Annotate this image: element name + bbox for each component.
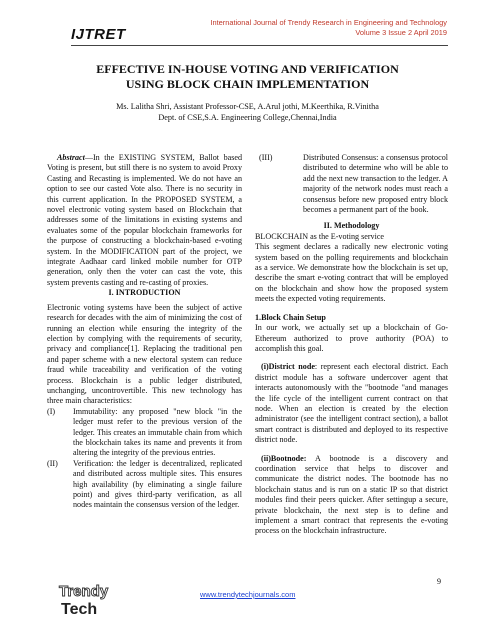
header-divider	[71, 45, 448, 46]
district-node-text: : represent each electoral district. Each district module has a software undercover agent that interacts autonomously with the "bootnode "and manages the life cycle of the intelligent current contract on that node. When an election is created by the election administrator (see the intelligent contract section), a ballot smart contract is distributed and deployed to its respective district node.	[255, 362, 449, 445]
journal-volume: Volume 3 Issue 2 April 2019	[355, 28, 447, 37]
abstract	[47, 153, 242, 288]
journal-name: International Journal of Trendy Research in Engineering and Technology	[210, 18, 447, 27]
list-item-number: (I)	[47, 406, 56, 416]
district-node-label: (i)District node	[261, 362, 315, 372]
list-item-number: (II)	[47, 458, 58, 468]
abstract-label: Abstract	[57, 153, 85, 162]
list-item	[47, 459, 242, 511]
bootnode-paragraph	[255, 454, 448, 537]
footer-url-link[interactable]: www.trendytechjournals.com	[200, 590, 296, 599]
title-line-2: USING BLOCK CHAIN IMPLEMENTATION	[125, 77, 370, 91]
paper-title	[60, 62, 435, 92]
bootnode-text: A bootnode is a discovery and coordination service that helps to discover and communicate the district nodes. The bootnode has no blockchain status and is run on a static IP so that district modules find their peers quicker. After settingup a secure, private blockchain, the next step is to define and implement a smart contract that represents the e-voting process on the blockchain infrastructure.	[255, 453, 448, 536]
authors: Ms. Lalitha Shri, Assistant Professor-CSE, A.Arul jothi, M.Keerthika, R.Vinitha	[116, 102, 379, 111]
list-item-number: (III)	[259, 153, 273, 162]
bootnode-label: (ii)Bootnode:	[261, 453, 307, 463]
methodology-subheading: BLOCKCHAIN as the E-voting service	[255, 231, 385, 241]
section-heading-introduction: I. INTRODUCTION	[108, 288, 181, 298]
abstract-text: —In the EXISTING SYSTEM, Ballot based Voting is present, but still there is no system to avoid Proxy Casting and Recasting is implemented. We do not have an option to see our casted Vote also. There is no security in this current application. In the PROPOSED SYSTEM, a novel electronic voting system based on Blockchain that addresses some of the limitations in existing systems and evaluates some of the popular blockchain frameworks for the purpose of constructing a blockchain-based e-voting system. In the MODIFICATION part of the project, we integrate Aadhaar card linked mobile number for OTP generation, only then the voter can cast the vote, this system prevents casting and re-casting of proxies.	[47, 153, 242, 287]
page-number: 9	[437, 577, 441, 586]
logo-line-tech: Tech	[61, 601, 98, 618]
right-column	[255, 153, 448, 537]
list-item	[255, 153, 448, 215]
subsection-heading-setup: 1.Block Chain Setup	[255, 312, 326, 322]
affiliation: Dept. of CSE,S.A. Engineering College,Chennai,India	[158, 113, 337, 122]
logo-line-trendy: Trendy	[59, 583, 109, 600]
trendytech-logo	[57, 578, 117, 620]
list-item-text: Distributed Consensus: a consensus protocol distributed to determine who will be able to add the next new transaction to the ledger. A majority of the network nodes must reach a consensus before new proposed entry block becomes a permanent part of the book.	[303, 153, 448, 215]
setup-text: In our work, we actually set up a blockchain of Go-Ethereum authorized to prove authority (POA) to accomplish this goal.	[255, 323, 448, 353]
left-column	[47, 153, 242, 511]
title-line-1: EFFECTIVE IN-HOUSE VOTING AND VERIFICATION	[96, 62, 399, 76]
journal-header	[127, 18, 447, 38]
author-block	[60, 101, 435, 123]
list-item-text: Immutability: any proposed "new block "in the ledger must refer to the previous version of the ledger. This creates an immutable chain from which the blockchain takes its name and prevents it from altering the integrity of the previous entries.	[73, 406, 242, 458]
list-item-text: Verification: the ledger is decentralized, replicated and distributed across multiple sites. This ensures high availability (by eliminating a single failure point) and gives third-party verification, as all nodes maintain the consensus version of the ledger.	[73, 458, 242, 510]
list-item	[47, 407, 242, 459]
district-node-paragraph	[255, 362, 448, 445]
section-heading-methodology: II. Methodology	[323, 221, 380, 231]
journal-logo: IJTRET	[71, 26, 126, 43]
methodology-text: This segment declares a radically new electronic voting system based on the polling requirements and blockchain as a service. We demonstrate how the blockchain is set up, describe the smart e-voting contract that will be employed on the blockchain and show how the proposed system meets the expected voting requirements.	[255, 242, 448, 304]
introduction-text: Electronic voting systems have been the subject of active research for decades with the aim of minimizing the cost of running an election while ensuring the integrity of the election by complying with the requirements of security, privacy and compliance[1]. Replacing the traditional pen and paper scheme with a new electoral system can reduce fraud while traceability and verification of the voting process. Blockchain is a public ledger distributed, unchanging, uncontrovertible. This new technology has three main characteristics:	[47, 302, 242, 406]
